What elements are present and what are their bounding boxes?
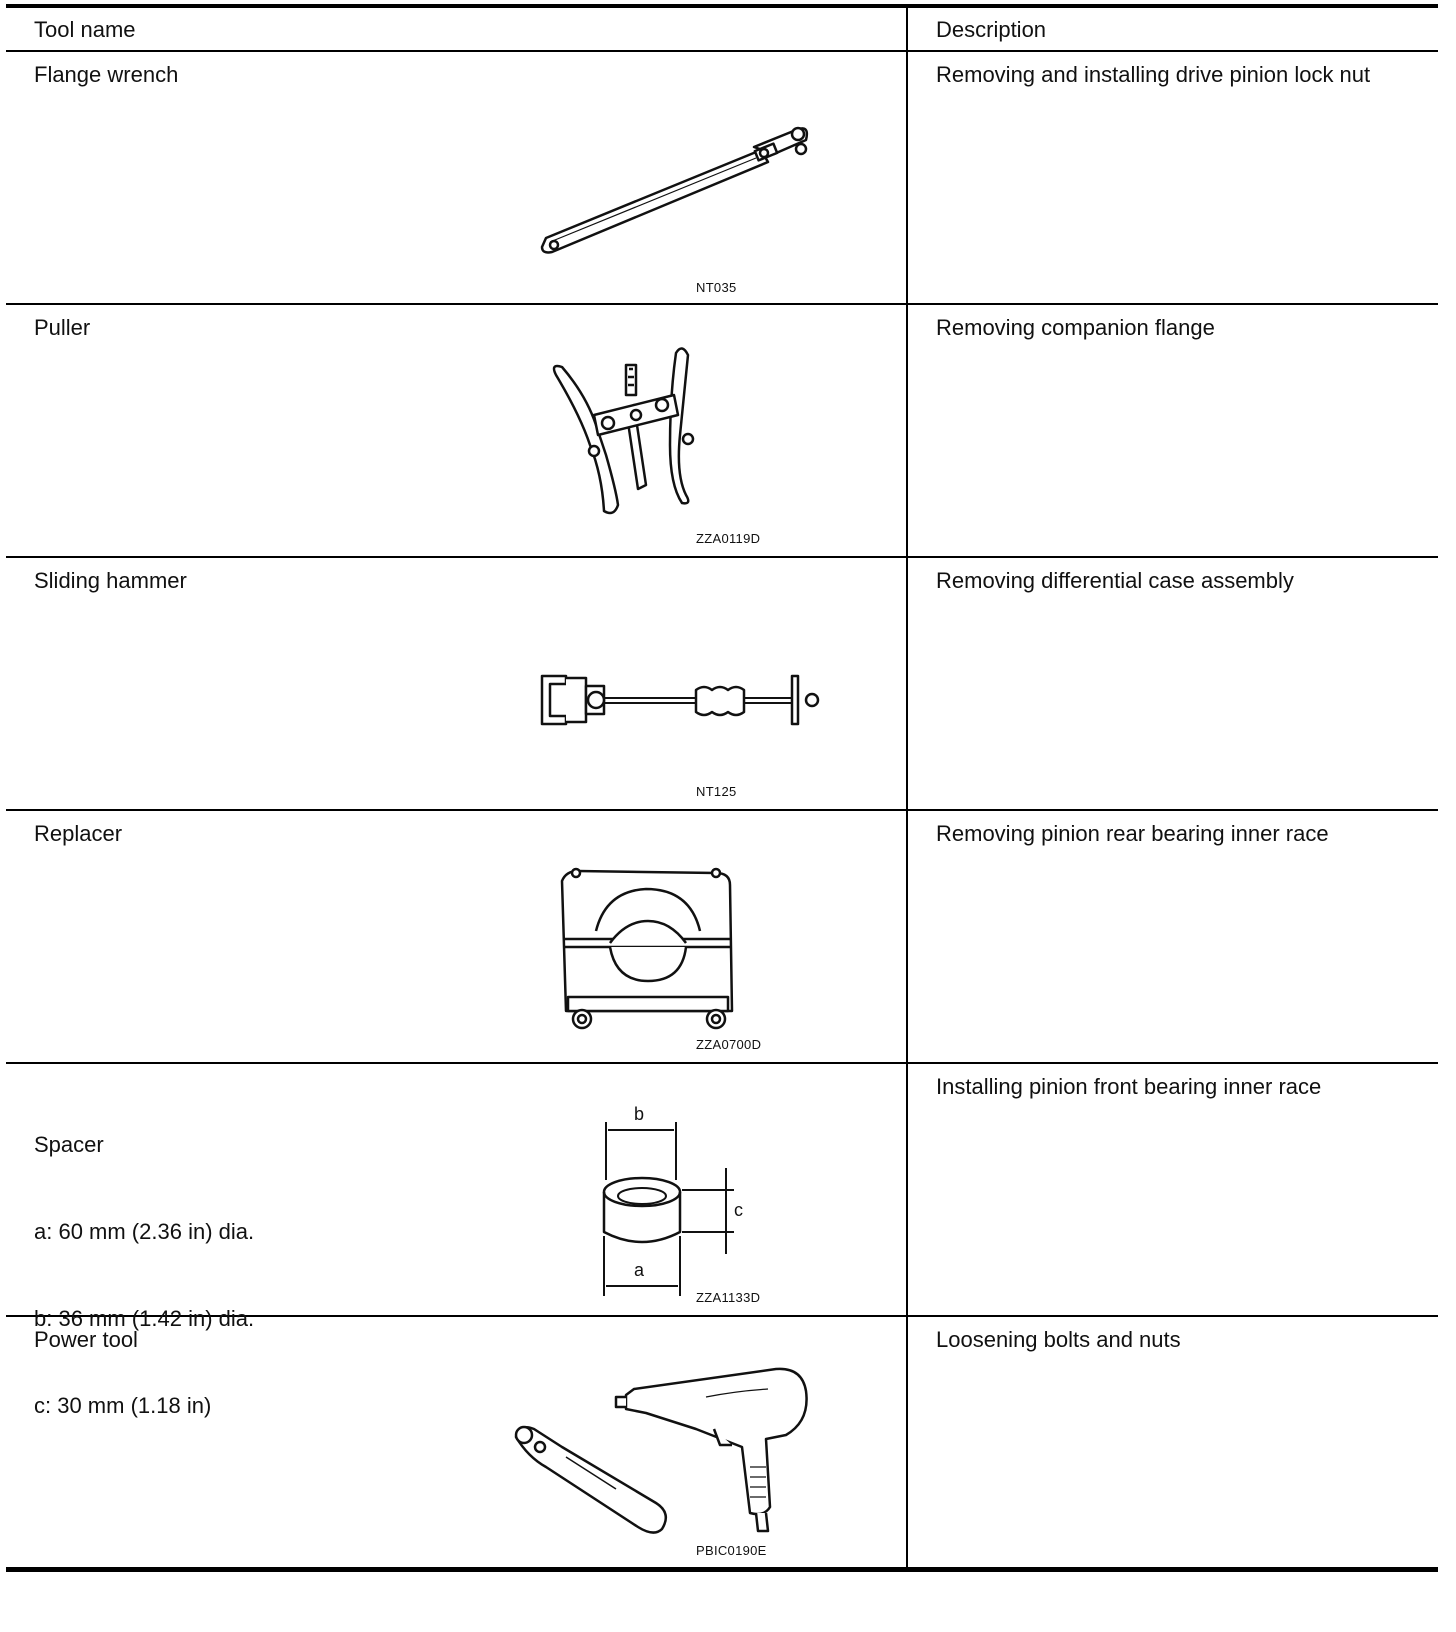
table-row [6,52,1438,305]
header-tool-name: Tool name [34,17,136,42]
power-tool-illustration [506,1317,866,1568]
dimension-label-a: a [634,1260,645,1280]
sliding-hammer-illustration [506,558,866,809]
figure-code: NT125 [696,784,737,799]
spacer-illustration [506,1064,866,1315]
column-divider [906,811,908,1062]
tool-name: Spacer [34,1132,104,1157]
table-row [6,305,1438,558]
puller-illustration [506,305,866,556]
column-divider [906,1064,908,1315]
table-row [6,558,1438,811]
column-divider [906,1317,908,1567]
column-divider [906,305,908,556]
figure-code: ZZA1133D [696,1290,761,1305]
dimension-label-b: b [634,1104,645,1124]
tool-description: Loosening bolts and nuts [936,1327,1181,1352]
spec-a: a: 60 mm (2.36 in) dia. [34,1219,255,1244]
figure-code: ZZA0700D [696,1037,762,1052]
replacer-illustration [506,811,866,1062]
tool-description: Removing differential case assembly [936,568,1294,593]
dimension-label-c: c [734,1200,744,1220]
table-header [6,4,1438,52]
spec-b: b: 36 mm (1.42 in) dia. [34,1306,255,1331]
spec-c: c: 30 mm (1.18 in) [34,1393,212,1418]
tool-description: Installing pinion front bearing inner race [936,1074,1322,1099]
tool-description: Removing and installing drive pinion lock nut [936,62,1371,87]
column-divider [906,52,908,303]
figure-code: NT035 [696,280,737,295]
tool-name: Puller [34,315,91,340]
special-tools-table [6,4,1438,1572]
tool-name: Power tool [34,1327,138,1352]
tool-description: Removing companion flange [936,315,1215,340]
tool-name: Replacer [34,821,123,846]
tool-description: Removing pinion rear bearing inner race [936,821,1329,846]
tool-name: Sliding hammer [34,568,187,593]
figure-code: PBIC0190E [696,1543,767,1558]
table-row [6,811,1438,1064]
tool-name: Flange wrench [34,62,179,87]
header-description: Description [936,17,1047,42]
column-divider [906,8,908,50]
figure-code: ZZA0119D [696,531,761,546]
table-row [6,1317,1438,1572]
flange-wrench-illustration [506,52,866,303]
column-divider [906,558,908,809]
